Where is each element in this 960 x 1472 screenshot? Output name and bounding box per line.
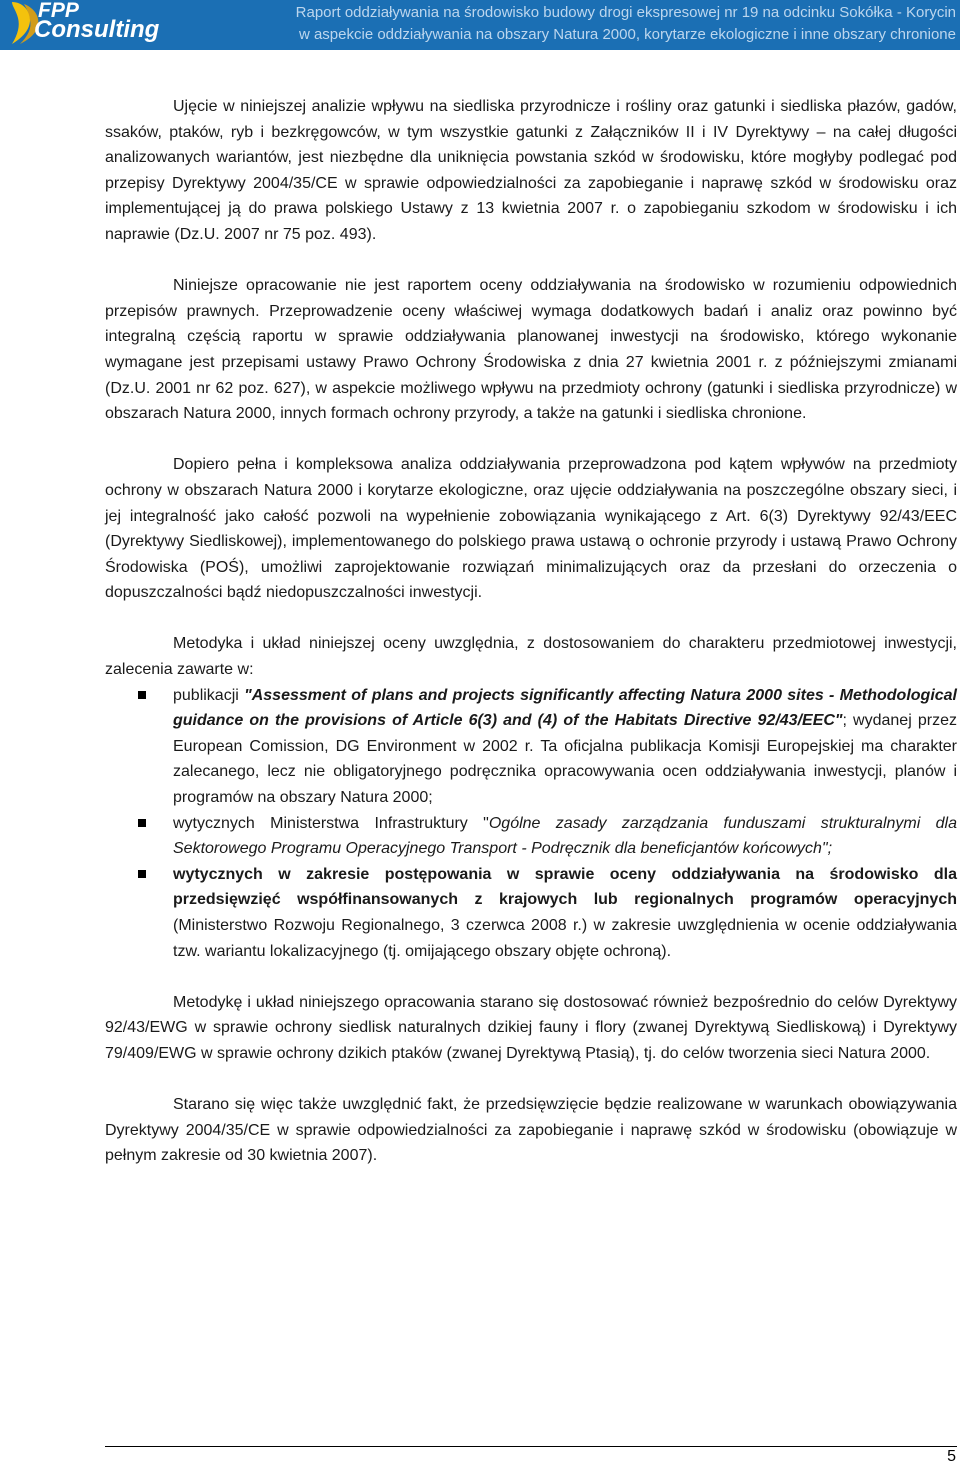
bullet1-publication-title: "Assessment of plans and projects significantly affecting Natura 2000 sites - Methodological guidance on the provisions of Article 6(3) and (4) of the Habitats Directive 92/43/EEC"	[173, 686, 958, 730]
bullet1-post: ; wydanej przez European Comission, DG Environment w 2002 r. Ta oficjalna publikacja Komisji Europejskiej ma charakter zalecanego, lecz nie obligatoryjnego podręcznika opracowywania ocen oddziaływania inwestycji, planów i programów na obszary Natura 2000;	[173, 712, 957, 807]
square-bullet-icon	[138, 819, 146, 827]
document-title	[190, 2, 956, 46]
list-item	[105, 811, 957, 862]
bullet2-guide-title: Ogólne zasady zarządzania funduszami strukturalnymi dla Sektorowego Programu Operacyjnego Transport - Podręcznik dla beneficjantów końcowych";	[173, 814, 957, 858]
document-body	[105, 94, 957, 1169]
header-bar	[0, 0, 960, 50]
logo-text-top: FPP	[38, 0, 79, 22]
document-title-line2: w aspekcie oddziaływania na obszary Natura 2000, korytarze ekologiczne i inne obszary chronione	[298, 26, 956, 43]
list-item	[105, 683, 957, 811]
paragraph-1: Ujęcie w niniejszej analizie wpływu na siedliska przyrodnicze i rośliny oraz gatunki i siedliska płazów, gadów, ssaków, ptaków, ryb i bezkręgowców, w tym wszystkie gatunki z Załączników II i IV Dyrektywy – na całej długości analizowanych wariantów, jest niezbędne dla uniknięcia powstania szkód w środowisku, które mogłyby podlegać pod przepisy Dyrektywy 2004/35/CE w sprawie odpowiedzialności za zapobieganie i naprawę szkód w środowisku oraz implementującej ją do prawa polskiego Ustawy z 13 kwietnia 2007 r. o zapobieganiu szkodom w środowisku i ich naprawie (Dz.U. 2007 nr 75 poz. 493).	[105, 98, 957, 243]
logo-text-bottom: Consulting	[34, 16, 160, 43]
bullet3-guidelines-title: wytycznych w zakresie postępowania w sprawie oceny oddziaływania na środowisko dla przedsięwzięć współfinansowanych z krajowych lub regionalnych programów operacyjnych	[173, 865, 957, 909]
paragraph-5: Metodykę i układ niniejszego opracowania starano się dostosować również bezpośrednio do celów Dyrektywy 92/43/EWG w sprawie ochrony siedlisk naturalnych dzikiej fauny i flory (zwanej Dyrektywą Siedliskową) i Dyrektywy 79/409/EWG w sprawie ochrony dzikich ptaków (zwanej Dyrektywą Ptasią), tj. do celów tworzenia sieci Natura 2000.	[105, 993, 957, 1062]
square-bullet-icon	[138, 691, 146, 699]
list-item	[105, 862, 957, 964]
paragraph-3: Dopiero pełna i kompleksowa analiza oddziaływania przeprowadzona pod kątem wpływów na przedmioty ochrony w obszarach Natura 2000 i korytarze ekologiczne, oraz ujęcie oddziaływania na poszczególne obszary sieci, i jej integralność jako całość pozwoli na wypełnienie zobowiązania wynikającego z Art. 6(3) Dyrektywy 92/43/EEC (Dyrektywy Siedliskowej), implementowanego do polskiego prawa ustawą o ochronie przyrody i ustawą Prawo Ochrony Środowiska (POŚ), umożliwi zaprojektowanie rozwiązań minimalizujących oraz da przesłani do orzeczenia o dopuszczalności bądź niedopuszczalności inwestycji.	[105, 456, 957, 602]
page-number: 5	[947, 1448, 956, 1465]
bullet2-pre: wytycznych Ministerstwa Infrastruktury "	[173, 814, 489, 832]
reference-list	[105, 683, 957, 965]
paragraph-4: Metodyka i układ niniejszej oceny uwzględnia, z dostosowaniem do charakteru przedmiotowej inwestycji, zalecenia zawarte w:	[105, 635, 957, 679]
document-title-line1: Raport oddziaływania na środowisko budowy drogi ekspresowej nr 19 na odcinku Sokółka - Korycin	[295, 4, 956, 21]
footer-divider	[105, 1446, 957, 1447]
paragraph-6: Starano się więc także uwzględnić fakt, że przedsięwzięcie będzie realizowane w warunkach obowiązywania Dyrektywy 2004/35/CE w sprawie odpowiedzialności za zapobieganie i naprawę szkód w środowisku (obowiązuje w pełnym zakresie od 30 kwietnia 2007).	[105, 1096, 957, 1165]
square-bullet-icon	[138, 870, 146, 878]
bullet3-post: (Ministerstwo Rozwoju Regionalnego, 3 czerwca 2008 r.) w zakresie uwzględnienia w ocenie oddziaływania tzw. wariantu lokalizacyjnego (tj. omijającego obszary objęte ochroną).	[173, 917, 957, 960]
company-logo	[4, 0, 174, 48]
paragraph-2: Niniejsze opracowanie nie jest raportem oceny oddziaływania na środowisko w rozumieniu odpowiednich przepisów prawnych. Przeprowadzenie oceny właściwej wymaga dodatkowych badań i analiz oraz powinno być integralną częścią raportu w sprawie oddziaływania planowanej inwestycji na środowisko, którego wykonanie wymagane jest przepisami ustawy Prawo Ochrony Środowiska z dnia 27 kwietnia 2001 r. z późniejszymi zmianami (Dz.U. 2001 nr 62 poz. 627), w aspekcie możliwego wpływu na przedmioty ochrony (gatunki i siedliska przyrodnicze) w obszarach Natura 2000, innych formach ochrony przyrody, a także na gatunki i siedliska chronione.	[105, 277, 957, 423]
bullet1-pre: publikacji	[173, 686, 245, 704]
